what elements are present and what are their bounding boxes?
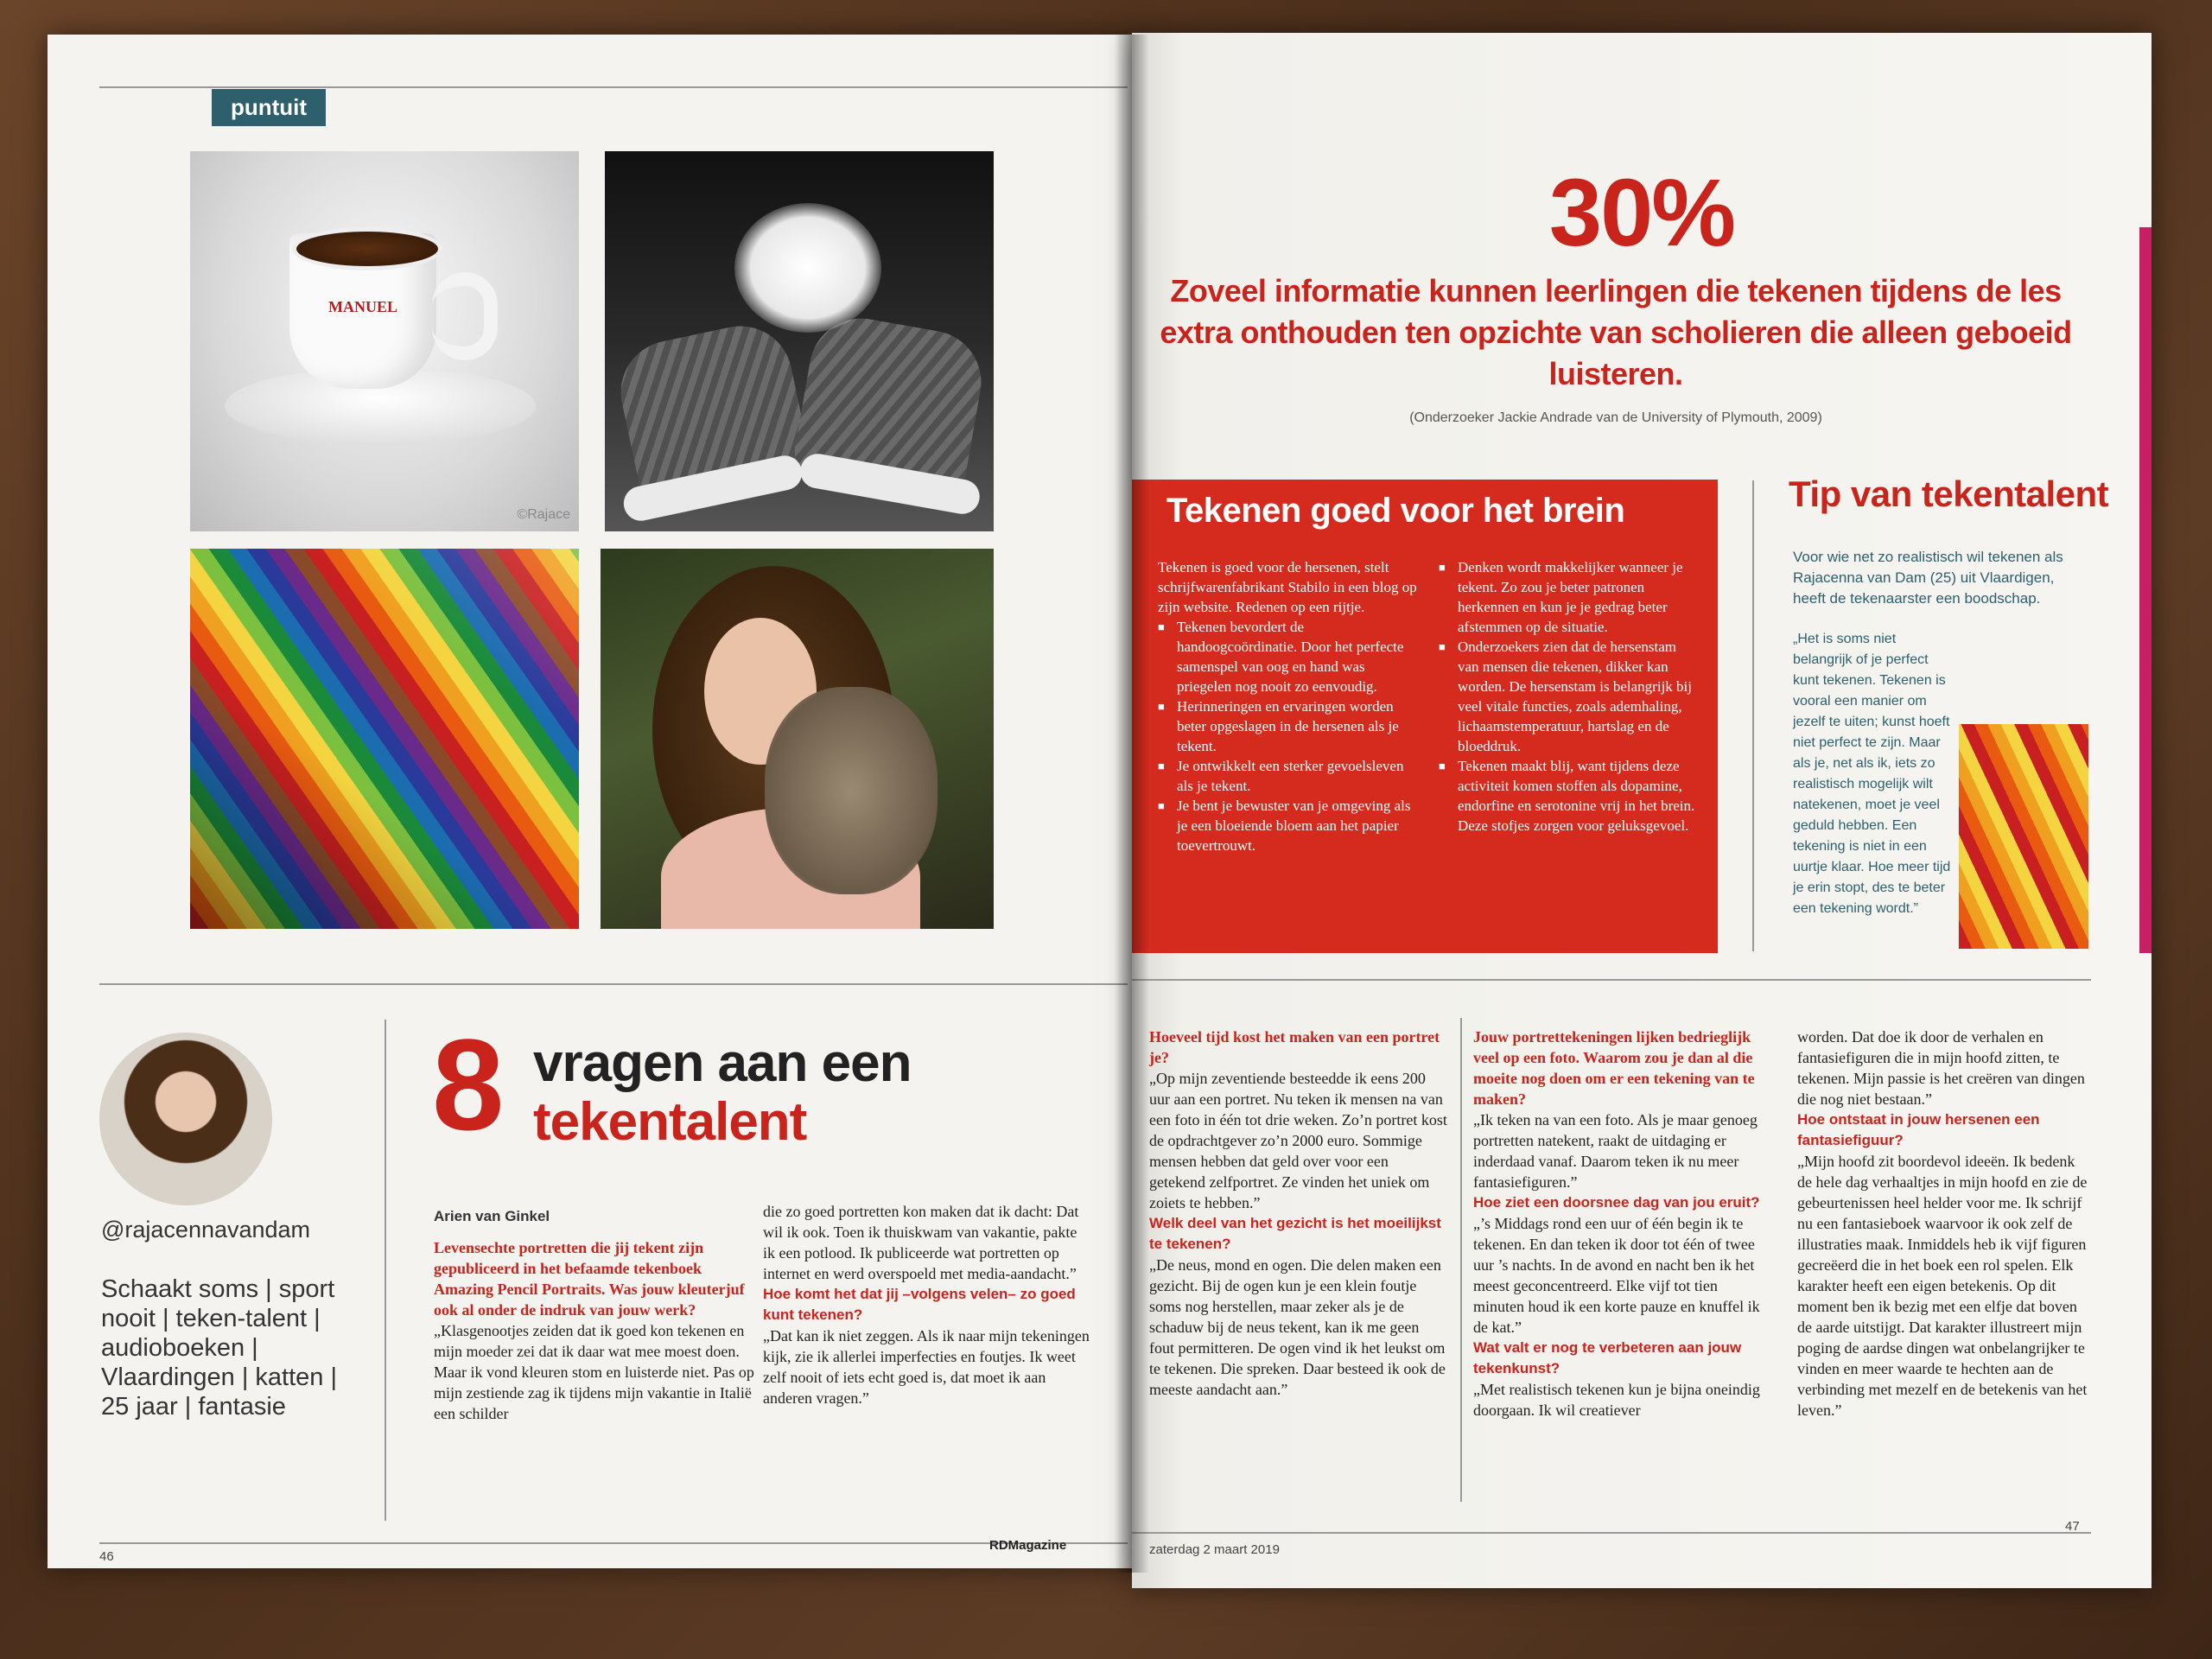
column-divider [385, 1020, 386, 1521]
page-number-left: 46 [99, 1549, 114, 1564]
box-right-bullet: ■ Denken wordt makkelijker wanneer je tekent. Zo zou je beter patronen herkennen en kun je je gedrag beter afstemmen op de situatie. [1439, 557, 1698, 637]
right-page [1132, 33, 2152, 1588]
interview-column-2 [1473, 1027, 1767, 1421]
column-divider-right-1 [1460, 1018, 1462, 1502]
box-right-bullet: ■ Onderzoekers zien dat de hersenstam van mensen die tekenen, dikker kan worden. De hersenstam is belangrijk bij veel vitale functies, zoals ademhaling, lichaamstemperatuur, hartslag en de bloeddruk. [1439, 637, 1698, 756]
col3-answer-1: „Mijn hoofd zit boordevol ideeën. Ik bedenk de hele dag verhaaltjes in mijn hoofd en zie de gebeurtenissen heel helder voor me. Ik schrijf nu een fantasieboek waarvoor ik ook zelf de illustraties maak. Inmiddels heb ik vijf figuren gecreëerd die in het boek een rol spelen. Elk karakter heeft een eigen betekenis. Op dit moment ben ik bezig met een elfje dat boven de aarde uitstijgt. Dat karakter illustreert mijn poging de aardse dingen wat onbelangrijker te vinden en meer waarde te hechten aan de verbinding met mezelf en de betekenis van het leven.” [1797, 1153, 2088, 1419]
section-rule [99, 983, 1128, 985]
interview-column-3 [1797, 1027, 2091, 1421]
article-number: 8 [432, 1012, 505, 1157]
article-column-2 [763, 1201, 1091, 1408]
col1-answer-2: „De neus, mond en ogen. Die delen maken een gezicht. Bij de ogen kun je een klein foutje soms nog herstellen, maar zeker als je de schaduw bij de neus tekent, kan ik me geen fout permitteren. De ogen vind ik het leukst om te tekenen. Die spreken. Daar besteed ik ook de meeste aandacht aan.” [1149, 1256, 1446, 1398]
photo-credit: ©Rajace [517, 507, 570, 522]
spine-shadow [1115, 35, 1149, 1573]
box-left-bullet: ■ Herinneringen en ervaringen worden beter opgeslagen in de hersenen als je tekent. [1158, 696, 1421, 756]
profile-handle: @rajacennavandam [101, 1217, 311, 1243]
tip-intro: Voor wie net zo realistisch wil tekenen als Rajacenna van Dam (25) uit Vlaardigen, heeft de tekenaarster een boodschap. [1793, 549, 2063, 607]
stat-source: (Onderzoeker Jackie Andrade van de University of Plymouth, 2009) [1409, 410, 1822, 425]
tip-pencils-image [1959, 724, 2088, 949]
stat-value: 30% [1548, 160, 1735, 266]
footer-rule [99, 1542, 1128, 1544]
col2-answer-2: „’s Middags rond een uur of één begin ik te tekenen. En dan teken ik door tot één of twee uur ’s nachts. In de avond en nacht ben ik het meest geconcentreerd. Elke vijf tot tien minuten houd ik een korte pauze en knuffel ik de kat.” [1473, 1215, 1760, 1336]
article-title-line2: tekentalent [533, 1092, 807, 1152]
cup-handle-shape [432, 272, 498, 360]
question-2: Hoe komt het dat jij –volgens velen– zo goed kunt tekenen? [763, 1286, 1076, 1323]
box-right-bullet: ■ Tekenen maakt blij, want tijdens deze activiteit komen stoffen als dopamine, endorfine en serotonine vrij in het brein. Deze stofjes zorgen voor geluksgevoel. [1439, 756, 1698, 836]
box-left-bullet: ■ Je ontwikkelt een sterker gevoelsleven als je tekent. [1158, 756, 1421, 796]
photo-kitten-sneakers [605, 151, 994, 531]
col1-question-1: Hoeveel tijd kost het maken van een portret je? [1149, 1028, 1440, 1066]
left-page [48, 35, 1141, 1568]
photo-woman-with-cat [601, 549, 994, 929]
col2-answer-1: „Ik teken na van een foto. Als je maar genoeg portretten natekent, raakt de uitdaging er inderdaad vanaf. Daarom teken ik nu meer fantasiefiguren.” [1473, 1111, 1758, 1191]
box-column-left [1158, 557, 1421, 855]
box-title: Tekenen goed voor het brein [1166, 492, 1625, 530]
box-intro: Tekenen is goed voor de hersenen, stelt schrijfwarenfabrikant Stabilo in een blog op zijn website. Redenen op een rijtje. [1158, 559, 1417, 615]
profile-bio: Schaakt soms | sport nooit | teken-talent | audioboeken | Vlaardingen | katten | 25 jaar | fantasie [101, 1275, 338, 1421]
col3-question-1: Hoe ontstaat in jouw hersenen een fantasiefiguur? [1797, 1111, 2040, 1148]
answer-1: „Klasgenootjes zeiden dat ik goed kon tekenen en mijn moeder zei dat ik daar wat mee moest doen. Maar ik vond kleuren stom en luisterde niet. Pas op mijn zestiende zag ik tijdens mijn vakantie in Italië een schilder [434, 1322, 754, 1422]
issue-date: zaterdag 2 maart 2019 [1149, 1542, 1280, 1557]
photo-espresso-cup [190, 151, 579, 531]
answer-1-continued: die zo goed portretten kon maken dat ik dacht: Dat wil ik ook. Toen ik thuiskwam van vakantie, pakte ik een potlood. Ik publiceerde wat portretten op internet en werd overspoeld met media-aandacht.” [763, 1203, 1079, 1282]
top-rule [99, 86, 1128, 88]
section-tag: puntuit [212, 89, 326, 126]
intro-question: Levensechte portretten die jij tekent zijn gepubliceerd in het befaamde tekenboek Amazing Pencil Portraits. Was jouw kleuterjuf ook al onder de indruk van jouw werk? [434, 1239, 745, 1319]
footer-rule-right [1132, 1532, 2091, 1534]
avatar [99, 1033, 272, 1205]
coffee-shape [292, 227, 442, 270]
tip-divider [1752, 480, 1754, 951]
tip-quote: „Het is soms niet belangrijk of je perfect kunt tekenen. Tekenen is vooral een manier om jezelf te uiten; kunst hoeft niet perfect te zijn. Maar als je, net als ik, iets zo realistisch mogelijk wilt natekenen, moet je veel geduld hebben. Een tekening is niet in een uurtje klaar. Hoe meer tijd je erin stopt, des te beter een tekening wordt.” [1793, 632, 1951, 916]
article-column-1 [434, 1237, 762, 1424]
box-bullets-left [1158, 617, 1421, 855]
interview-column-1 [1149, 1027, 1447, 1400]
photo-colored-pencils [190, 549, 579, 929]
box-left-bullet: ■ Je bent je bewuster van je omgeving als je een bloeiende bloem aan het papier toevertrouwt. [1158, 796, 1421, 855]
cat-shape [765, 687, 938, 894]
col2-question-1: Jouw portrettekeningen lijken bedrieglijk veel op een foto. Waarom zou je dan al die moeite nog doen om er een tekening van te maken? [1473, 1028, 1755, 1108]
magenta-edge [2139, 227, 2152, 953]
byline: Arien van Ginkel [434, 1208, 550, 1224]
col2-question-3: Wat valt er nog te verbeteren aan jouw tekenkunst? [1473, 1339, 1742, 1376]
pencil-shading [190, 549, 579, 929]
col2-question-2: Hoe ziet een doorsnee dag van jou eruit? [1473, 1194, 1760, 1211]
box-column-right [1439, 557, 1698, 836]
stat-text: Zoveel informatie kunnen leerlingen die tekenen tijdens de les extra onthouden ten opzichte van scholieren die alleen geboeid luisteren. [1160, 273, 2072, 391]
answer-2: „Dat kan ik niet zeggen. Als ik naar mijn tekeningen kijk, zie ik allerlei imperfecties en foutjes. Ik weet zelf nooit of iets echt goed is, dat moet ik aan anderen vragen.” [763, 1327, 1090, 1407]
article-title-line1: vragen aan een [533, 1033, 912, 1093]
brain-benefits-box [1132, 480, 1718, 953]
col3-answer-0: worden. Dat doe ik door de verhalen en fantasiefiguren die in mijn hoofd zitten, te tekenen. Mijn passie is het creëren van dingen die nog niet bestaan.” [1797, 1028, 2085, 1108]
col1-answer-1: „Op mijn zeventiende besteedde ik eens 200 uur aan een portret. Nu teken ik mensen na van een foto in één tot drie weken. Zo’n portret kost de opdrachtgever zo’n 2000 euro. Sommige mensen hebben dat geld over voor een getekend zelfportret. Ze vinden het uniek om zoiets te hebben.” [1149, 1070, 1447, 1211]
cup-logo: MANUEL [328, 298, 397, 315]
magazine-brand: RDMagazine [989, 1538, 1067, 1553]
section-rule-right [1132, 979, 2091, 981]
box-bullets-right [1439, 557, 1698, 836]
kitten-shape [734, 203, 881, 333]
tip-title: Tip van tekentalent [1789, 474, 2109, 514]
col2-answer-3: „Met realistisch tekenen kun je bijna oneindig doorgaan. Ik wil creatiever [1473, 1381, 1760, 1419]
box-left-bullet: ■ Tekenen bevordert de handoogcoördinatie. Door het perfecte samenspel van oog en hand was priegelen nog nooit zo eenvoudig. [1158, 617, 1421, 696]
col1-question-2: Welk deel van het gezicht is het moeilijkst te tekenen? [1149, 1215, 1441, 1252]
page-number-right: 47 [2065, 1519, 2080, 1534]
